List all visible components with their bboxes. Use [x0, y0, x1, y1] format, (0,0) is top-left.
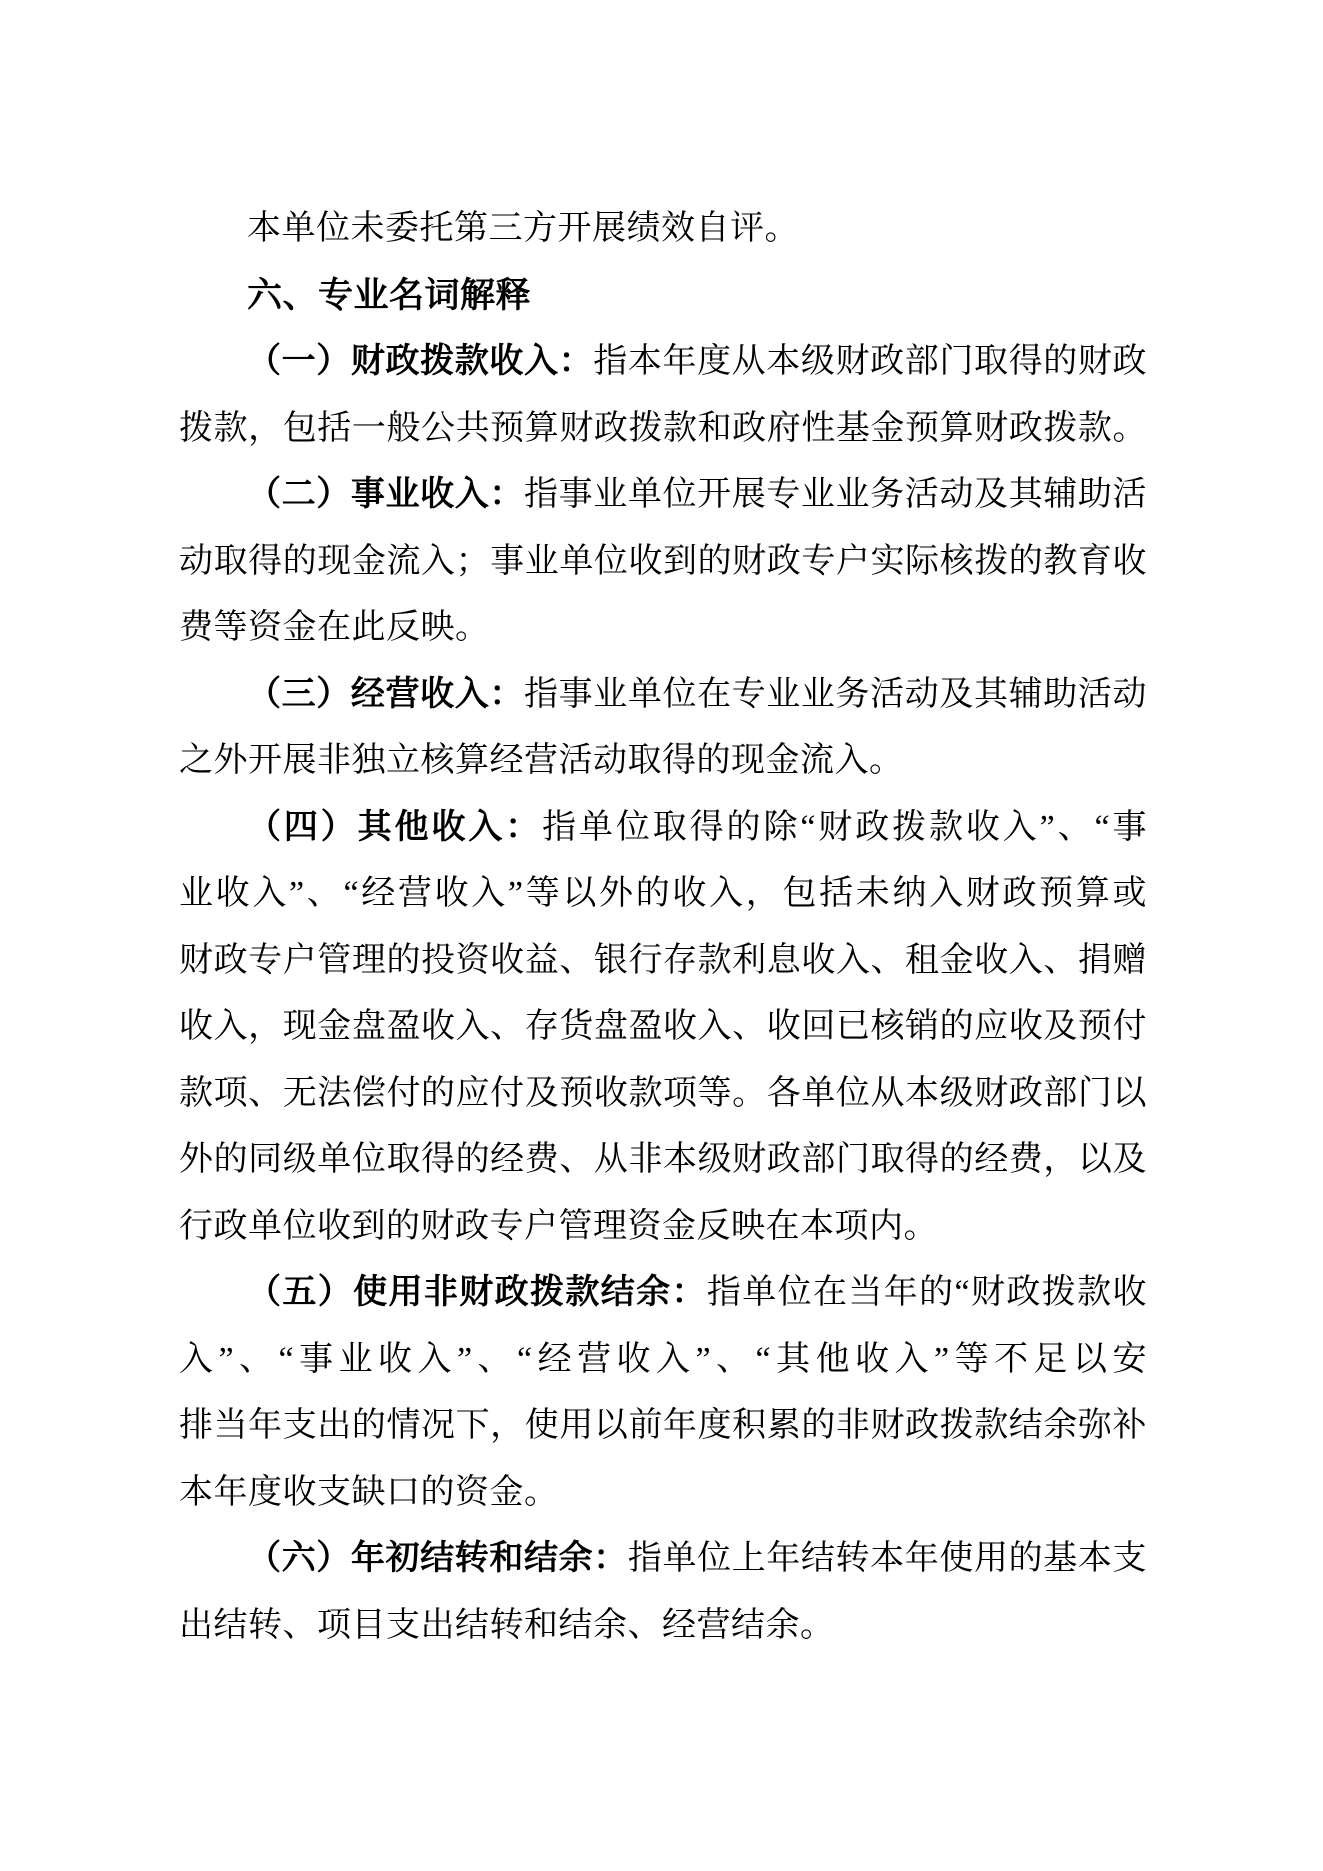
document-line [179, 1061, 1147, 1128]
section-heading [179, 263, 1147, 330]
document-line [179, 329, 1147, 396]
body-text: 指单位在当年的“财政拨款收 [706, 1274, 1147, 1311]
body-text: 动取得的现金流入；事业单位收到的财政专户实际核拨的教育收 [179, 542, 1147, 580]
document-line [179, 994, 1147, 1061]
body-text: 入”、“事业收入”、“经营收入”、“其他收入”等不足以安 [179, 1340, 1147, 1378]
document-text-block [179, 196, 1147, 1659]
document-line [179, 1327, 1147, 1394]
body-text: 拨款，包括一般公共预算财政拨款和政府性基金预算财政拨款。 [179, 409, 1147, 447]
document-line [179, 1393, 1147, 1460]
term-text: （二）事业收入： [247, 476, 524, 513]
document-line [179, 196, 1147, 263]
body-text: 排当年支出的情况下，使用以前年度积累的非财政拨款结余弥补 [179, 1407, 1147, 1444]
body-text: 出结转、项目支出结转和结余、经营结余。 [179, 1606, 835, 1644]
document-line [179, 396, 1147, 463]
document-line [179, 462, 1147, 529]
document-line [179, 1127, 1147, 1194]
document-line [179, 595, 1147, 662]
document-line [179, 662, 1147, 729]
body-text: 外的同级单位取得的经费、从非本级财政部门取得的经费，以及 [179, 1141, 1147, 1178]
document-line [179, 1460, 1147, 1527]
term-text: （五）使用非财政拨款结余： [247, 1274, 707, 1311]
body-text: 费等资金在此反映。 [179, 609, 490, 646]
body-text: 行政单位收到的财政专户管理资金反映在本项内。 [179, 1207, 938, 1245]
document-line [179, 1526, 1147, 1593]
document-line [179, 1593, 1147, 1660]
term-text: （六）年初结转和结余： [247, 1540, 628, 1577]
document-line [179, 861, 1147, 928]
term-text: （三）经营收入： [247, 675, 524, 713]
body-text: 之外开展非独立核算经营活动取得的现金流入。 [179, 742, 904, 779]
document-line [179, 1260, 1147, 1327]
document-line [179, 928, 1147, 995]
body-text: 财政专户管理的投资收益、银行存款利息收入、租金收入、捐赠 [179, 941, 1147, 979]
body-text: 本单位未委托第三方开展绩效自评。 [247, 210, 799, 247]
body-text: 业收入”、“经营收入”等以外的收入，包括未纳入财政预算或 [179, 875, 1147, 912]
term-text: 六、专业名词解释 [247, 275, 532, 315]
body-text: 指单位取得的除“财政拨款收入”、“事 [542, 808, 1147, 846]
document-line [179, 1194, 1147, 1261]
body-text: 指单位上年结转本年使用的基本支 [627, 1540, 1148, 1577]
body-text: 款项、无法偿付的应付及预收款项等。各单位从本级财政部门以 [179, 1074, 1147, 1112]
body-text: 指事业单位开展专业业务活动及其辅助活 [523, 476, 1148, 513]
document-line [179, 529, 1147, 596]
body-text: 本年度收支缺口的资金。 [179, 1473, 559, 1511]
document-line [179, 795, 1147, 862]
body-text: 指本年度从本级财政部门取得的财政 [593, 343, 1148, 380]
term-text: （四）其他收入： [247, 808, 543, 846]
body-text: 收入，现金盘盈收入、存货盘盈收入、收回已核销的应收及预付 [179, 1008, 1147, 1045]
body-text: 指事业单位在专业业务活动及其辅助活动 [523, 675, 1148, 713]
document-line [179, 728, 1147, 795]
term-text: （一）财政拨款收入： [247, 343, 594, 380]
